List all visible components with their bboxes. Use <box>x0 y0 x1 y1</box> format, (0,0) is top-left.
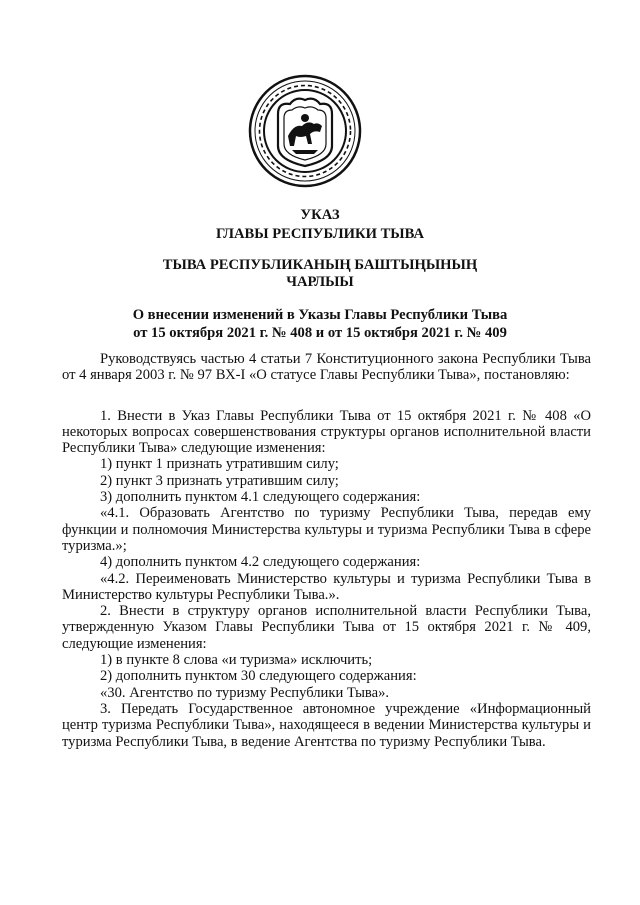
paragraph-1-item-3-quote: «4.1. Образовать Агентство по туризму Республики Тыва, передав ему функции и полномочия Министерства культуры и туризма Республики Тыва в сфере туризма.»; <box>62 505 591 554</box>
paragraph-1-item-3: 3) дополнить пунктом 4.1 следующего содержания: <box>100 489 421 506</box>
title-line-3: ТЫВА РЕСПУБЛИКАНЫҢ БАШТЫҢЫНЫҢ <box>162 257 478 273</box>
intro-paragraph: Руководствуясь частью 4 статьи 7 Конституционного закона Республики Тыва от 4 января 2003 г. № 97 ВХ-I «О статусе Главы Республики Тыва», постановляю: <box>62 351 591 384</box>
paragraph-2-item-1: 1) в пункте 8 слова «и туризма» исключить; <box>100 652 373 669</box>
paragraph-2-item-2-quote: «30. Агентство по туризму Республики Тыва». <box>100 684 390 701</box>
title-line-2: ГЛАВЫ РЕСПУБЛИКИ ТЫВА <box>216 226 424 242</box>
title-line-1: УКАЗ <box>300 207 340 223</box>
decree-title-tuvan <box>0 257 640 291</box>
paragraph-1-item-4: 4) дополнить пунктом 4.2 следующего содержания: <box>100 554 421 571</box>
paragraph-1-item-4-quote: «4.2. Переименовать Министерство культуры и туризма Республики Тыва в Министерство культуры Республики Тыва.». <box>62 570 591 603</box>
decree-subject <box>0 306 640 342</box>
paragraph-1-item-2: 2) пункт 3 признать утратившим силу; <box>100 472 339 489</box>
title-line-4: ЧАРЛЫЫ <box>286 274 354 290</box>
paragraph-1: 1. Внести в Указ Главы Республики Тыва от 15 октября 2021 г. № 408 «О некоторых вопросах совершенствования структуры органов исполнительной власти Республики Тыва» следующие изменения: <box>62 407 591 457</box>
paragraph-3: 3. Передать Государственное автономное учреждение «Информационный центр туризма Республики Тыва», находящееся в ведении Министерства культуры и туризма Республики Тыва, в ведение Агентства по туризму Республики Тыва. <box>62 700 591 750</box>
subject-line-1: О внесении изменений в Указы Главы Республики Тыва <box>132 307 508 323</box>
coat-of-arms-icon <box>248 74 362 188</box>
paragraph-2: 2. Внести в структуру органов исполнительной власти Республики Тыва, утвержденную Указом Главы Республики Тыва от 15 октября 2021 г. № 409, следующие изменения: <box>62 603 591 652</box>
decree-body <box>62 351 591 750</box>
paragraph-2-item-2: 2) дополнить пунктом 30 следующего содержания: <box>100 668 417 685</box>
subject-line-2: от 15 октября 2021 г. № 408 и от 15 октября 2021 г. № 409 <box>133 325 507 341</box>
paragraph-1-item-1: 1) пункт 1 признать утратившим силу; <box>100 456 339 473</box>
decree-title <box>0 206 640 244</box>
